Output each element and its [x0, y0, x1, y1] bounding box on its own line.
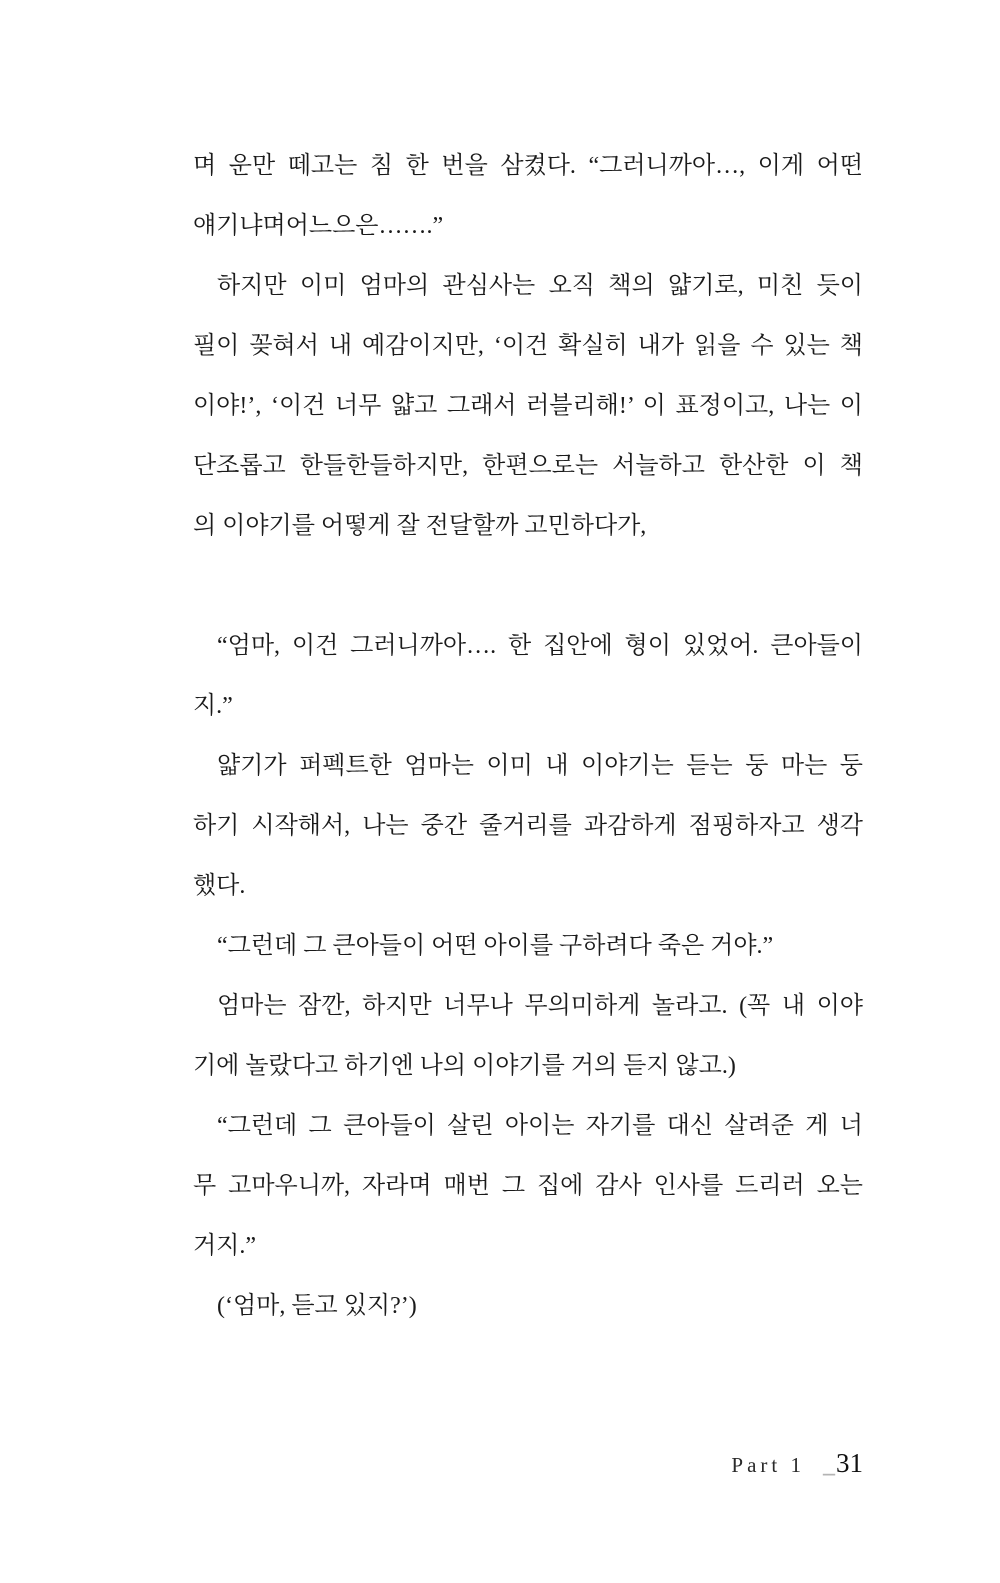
text-line: 필이 꽂혀서 내 예감이지만, ‘이건 확실히 내가 읽을 수 있는 책 — [193, 333, 863, 359]
page-number-underscore: _ — [823, 1452, 835, 1478]
text-line: (‘엄마, 듣고 있지?’) — [217, 1293, 417, 1319]
text-line: 하기 시작해서, 나는 중간 줄거리를 과감하게 점핑하자고 생각 — [193, 813, 863, 839]
page-number: 31 — [836, 1448, 863, 1478]
page-footer — [731, 1448, 863, 1479]
paragraph — [193, 1096, 863, 1276]
text-line: 기에 놀랐다고 하기엔 나의 이야기를 거의 듣지 않고.) — [193, 1053, 736, 1079]
text-line: 지.” — [193, 693, 233, 719]
paragraph — [193, 136, 863, 256]
text-line: 이야!’, ‘이건 너무 얇고 그래서 러블리해!’ 이 표정이고, 나는 이 — [193, 393, 863, 419]
text-line: 얘기냐며어느으은…….” — [193, 213, 444, 239]
text-line: 엄마는 잠깐, 하지만 너무나 무의미하게 놀라고. (꼭 내 이야 — [217, 993, 863, 1019]
part-label: Part 1 — [731, 1453, 805, 1477]
paragraph — [193, 1276, 863, 1336]
paragraph — [193, 976, 863, 1096]
text-line: “그런데 그 큰아들이 어떤 아이를 구하려다 죽은 거야.” — [217, 933, 774, 959]
text-line: 며 운만 떼고는 침 한 번을 삼켰다. “그러니까아…, 이게 어떤 — [193, 153, 863, 179]
paragraph — [193, 916, 863, 976]
paragraph — [193, 736, 863, 916]
text-line: 거지.” — [193, 1233, 257, 1259]
text-line: “그런데 그 큰아들이 살린 아이는 자기를 대신 살려준 게 너 — [217, 1113, 863, 1139]
blank-line — [193, 556, 863, 616]
text-line: 했다. — [193, 873, 246, 899]
text-line: 무 고마우니까, 자라며 매번 그 집에 감사 인사를 드리러 오는 — [193, 1173, 863, 1199]
text-line: 하지만 이미 엄마의 관심사는 오직 책의 얇기로, 미친 듯이 — [217, 273, 863, 299]
text-line: 얇기가 퍼펙트한 엄마는 이미 내 이야기는 듣는 둥 마는 둥 — [217, 753, 863, 779]
text-line: 의 이야기를 어떻게 잘 전달할까 고민하다가, — [193, 513, 647, 539]
text-line: 단조롭고 한들한들하지만, 한편으로는 서늘하고 한산한 이 책 — [193, 453, 863, 479]
text-block — [193, 136, 863, 1336]
text-line: “엄마, 이건 그러니까아…. 한 집안에 형이 있었어. 큰아들이 — [217, 633, 863, 659]
paragraph — [193, 616, 863, 736]
paragraph — [193, 256, 863, 556]
